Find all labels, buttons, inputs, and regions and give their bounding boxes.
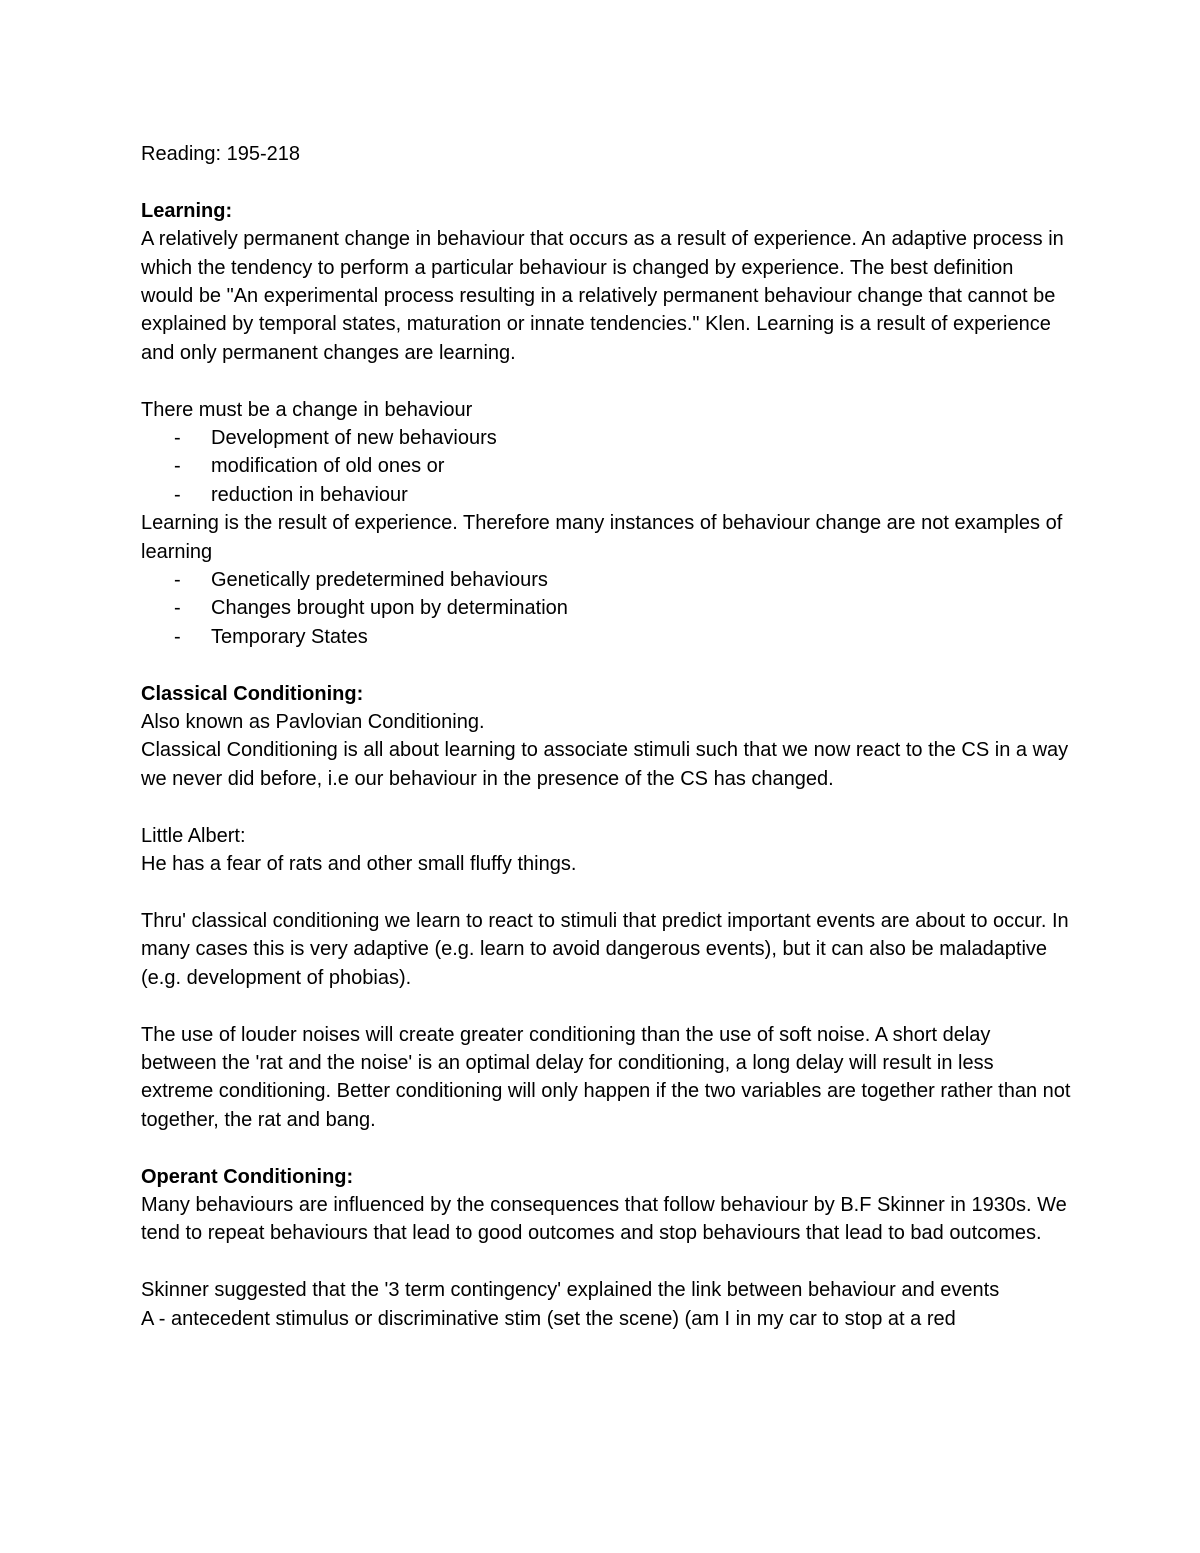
list-item-text: Temporary States xyxy=(211,625,368,648)
learning-definition: A relatively permanent change in behaviour that occurs as a result of experience. An adaptive process in which the tendency to perform a particular behaviour is changed by experience. The best definition would be "An experimental process resulting in a relatively permanent behaviour change that cannot be explained by temporal states, maturation or innate tendencies." Klen. Learning is a result of experience and only permanent changes are learning. xyxy=(141,228,1064,364)
classical-heading: Classical Conditioning: xyxy=(141,682,364,705)
list-item-text: Changes brought upon by determination xyxy=(211,597,568,620)
list-item xyxy=(141,566,1071,594)
spacer xyxy=(141,367,1071,395)
change-list xyxy=(141,424,1071,509)
list-item xyxy=(141,452,1071,480)
list-item xyxy=(141,481,1071,509)
spacer xyxy=(141,168,1071,196)
dash-bullet: - xyxy=(174,455,181,478)
document-body xyxy=(141,140,1071,1333)
antecedent-line: A - antecedent stimulus or discriminative stim (set the scene) (am I in my car to stop at a red xyxy=(141,1307,956,1330)
albert-text: He has a fear of rats and other small fluffy things. xyxy=(141,853,577,876)
albert-label: Little Albert: xyxy=(141,824,246,847)
list-item-text: Genetically predetermined behaviours xyxy=(211,569,548,592)
noise-paragraph: The use of louder noises will create greater conditioning than the use of soft noise. A short delay between the 'rat and the noise' is an optimal delay for conditioning, a long delay will result in less extreme conditioning. Better conditioning will only happen if the two variables are together rather than not together, the rat and bang. xyxy=(141,1023,1071,1131)
learning-heading: Learning: xyxy=(141,199,233,222)
list-item xyxy=(141,623,1071,651)
reading-range: Reading: 195-218 xyxy=(141,143,301,165)
dash-bullet: - xyxy=(174,625,181,648)
experience-intro: Learning is the result of experience. Therefore many instances of behaviour change are not examples of learning xyxy=(141,512,1063,563)
list-item-text: modification of old ones or xyxy=(211,455,445,478)
operant-description: Many behaviours are influenced by the consequences that follow behaviour by B.F Skinner in 1930s. We tend to repeat behaviours that lead to good outcomes and stop behaviours that lead to bad outcomes. xyxy=(141,1193,1067,1245)
list-item xyxy=(141,594,1071,622)
spacer xyxy=(141,1134,1071,1162)
dash-bullet: - xyxy=(174,427,181,450)
list-item-text: reduction in behaviour xyxy=(211,483,408,506)
spacer xyxy=(141,879,1071,907)
operant-heading: Operant Conditioning: xyxy=(141,1165,354,1188)
skinner-paragraph: Skinner suggested that the '3 term contingency' explained the link between behaviour and events xyxy=(141,1279,1000,1302)
spacer xyxy=(141,992,1071,1020)
spacer xyxy=(141,651,1071,679)
not-learning-list xyxy=(141,566,1071,651)
classical-aka: Also known as Pavlovian Conditioning. xyxy=(141,711,485,734)
spacer xyxy=(141,1248,1071,1276)
list-item xyxy=(141,424,1071,452)
dash-bullet: - xyxy=(174,569,181,592)
classical-description: Classical Conditioning is all about learning to associate stimuli such that we now react to the CS in a way we never did before, i.e our behaviour in the presence of the CS has changed. xyxy=(141,739,1069,790)
change-intro: There must be a change in behaviour xyxy=(141,398,473,421)
spacer xyxy=(141,793,1071,821)
dash-bullet: - xyxy=(174,483,181,506)
list-item-text: Development of new behaviours xyxy=(211,427,497,450)
dash-bullet: - xyxy=(174,597,181,620)
thru-paragraph: Thru' classical conditioning we learn to react to stimuli that predict important events are about to occur. In many cases this is very adaptive (e.g. learn to avoid dangerous events), but it can also be maladaptive (e.g. development of phobias). xyxy=(141,909,1069,989)
